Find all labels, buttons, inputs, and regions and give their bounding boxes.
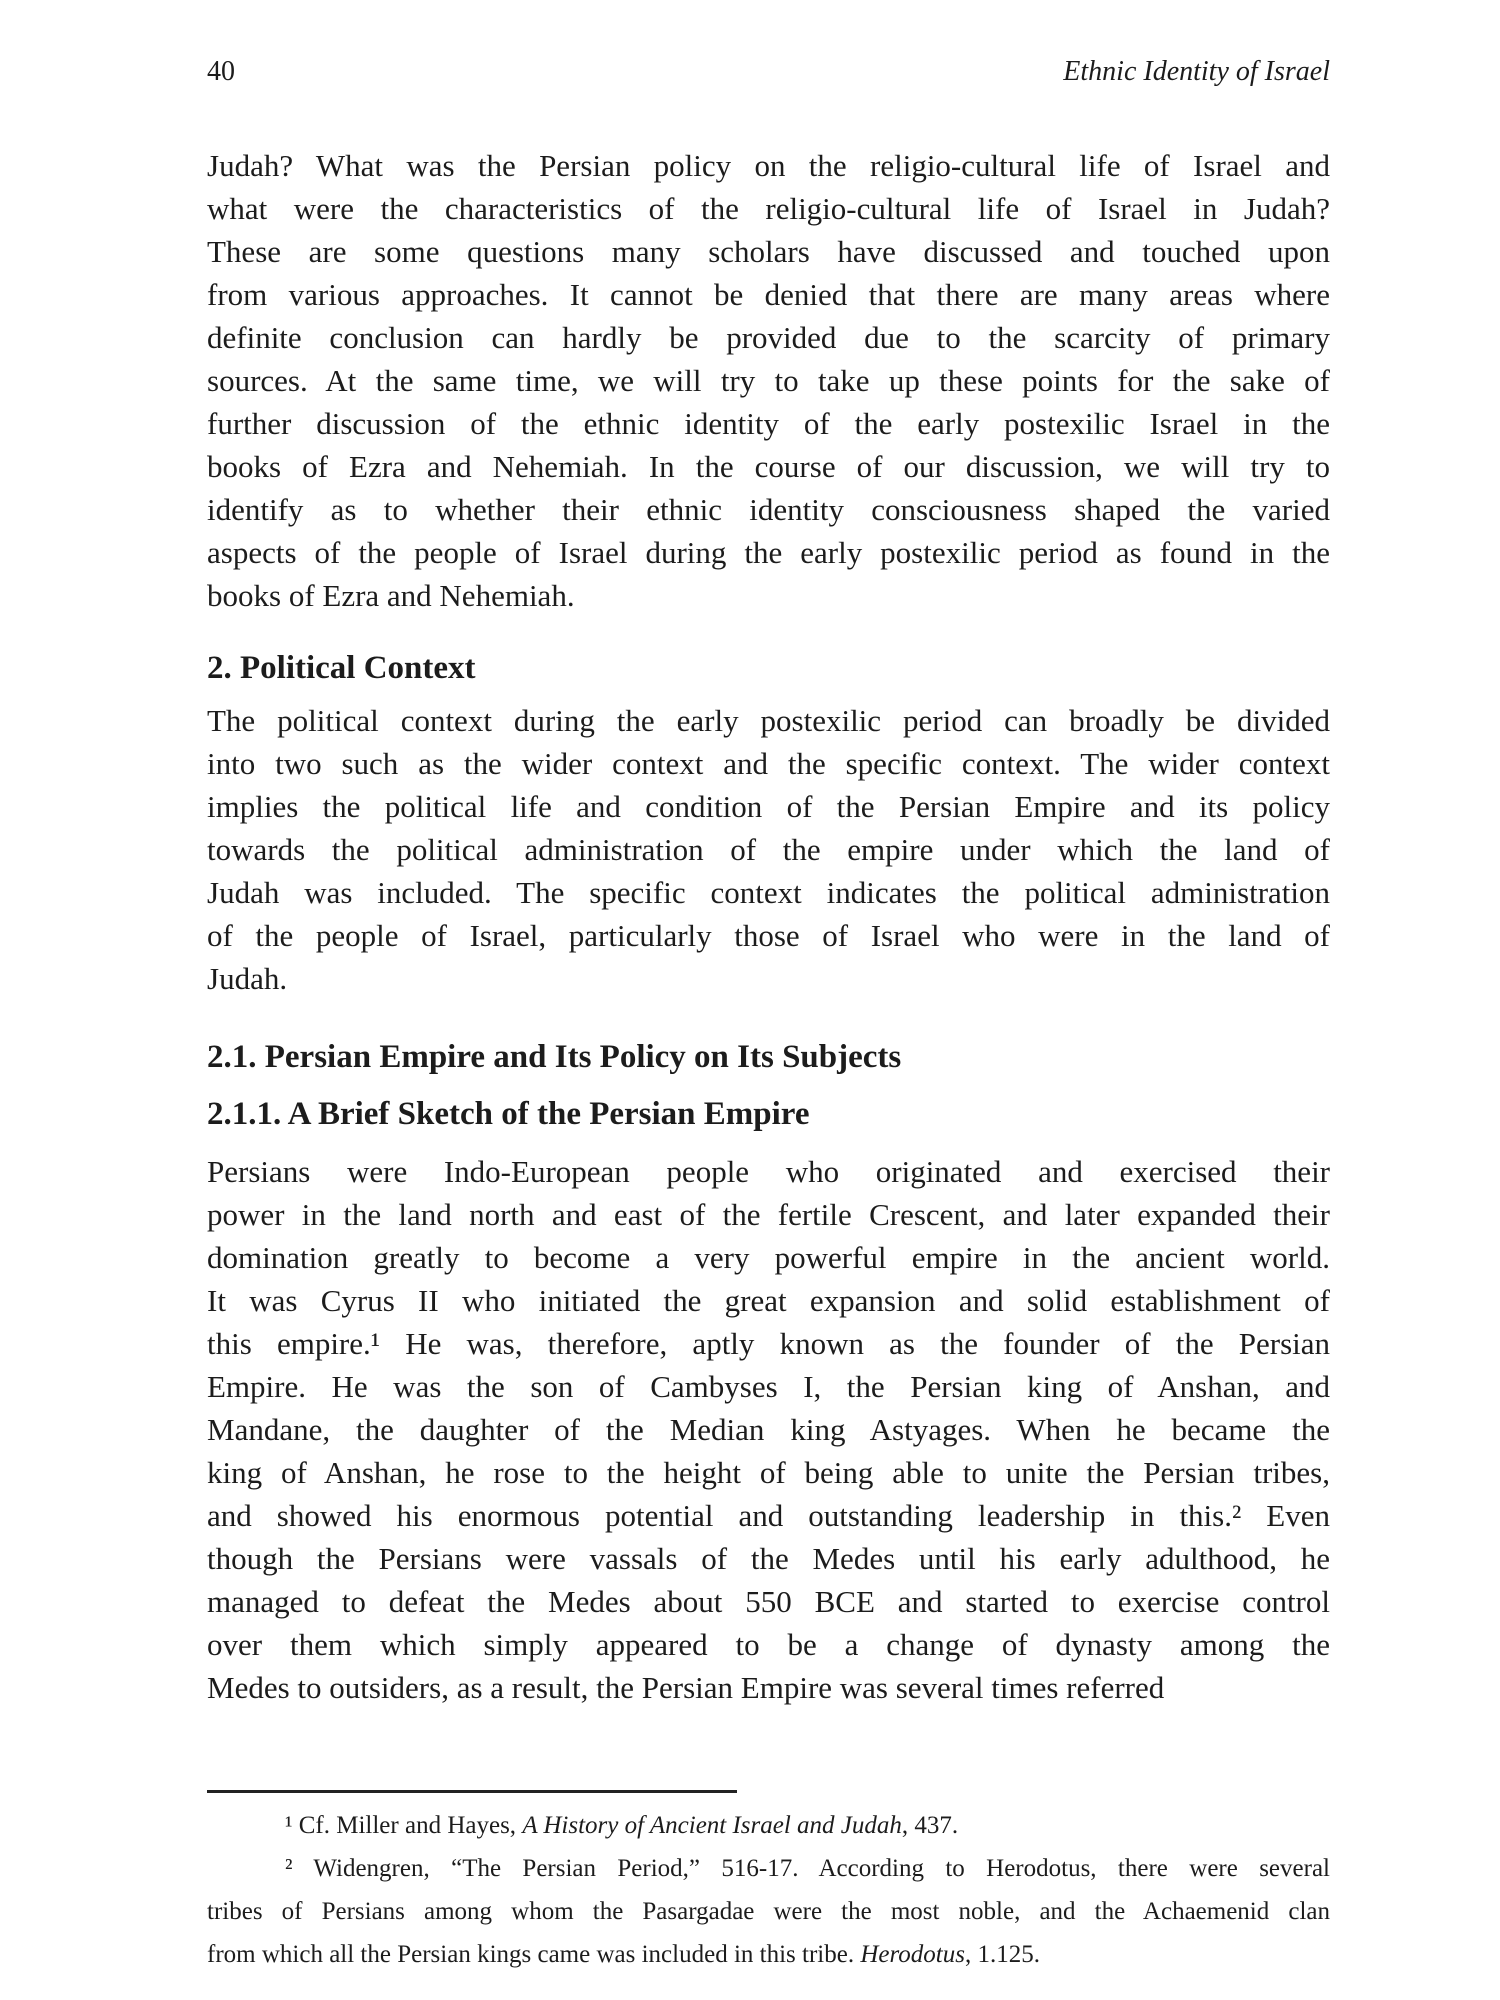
text-line: managed to defeat the Medes about 550 BCE and started to exercise control bbox=[207, 1584, 1330, 1619]
text-line: power in the land north and east of the fertile Crescent, and later expanded their bbox=[207, 1197, 1330, 1232]
text-line: books of Ezra and Nehemiah. In the course of our discussion, we will try to bbox=[207, 449, 1330, 484]
text-line: from various approaches. It cannot be denied that there are many areas where bbox=[207, 277, 1330, 312]
footnote-2-line: ² Widengren, “The Persian Period,” 516-17. According to Herodotus, there were several bbox=[285, 1855, 1330, 1882]
heading-brief-sketch: 2.1.1. A Brief Sketch of the Persian Empire bbox=[207, 1096, 810, 1132]
text-line: implies the political life and condition of the Persian Empire and its policy bbox=[207, 789, 1330, 824]
text-line: of the people of Israel, particularly those of Israel who were in the land of bbox=[207, 918, 1330, 953]
paragraph-persian-empire bbox=[207, 1150, 1330, 1709]
text-line: These are some questions many scholars have discussed and touched upon bbox=[207, 234, 1330, 269]
text-line: king of Anshan, he rose to the height of being able to unite the Persian tribes, bbox=[207, 1455, 1330, 1490]
text-line: Judah. bbox=[207, 961, 288, 996]
text-line: Medes to outsiders, as a result, the Persian Empire was several times referred bbox=[207, 1670, 1165, 1705]
text-line: and showed his enormous potential and outstanding leadership in this.² Even bbox=[207, 1498, 1330, 1533]
text-line: aspects of the people of Israel during the early postexilic period as found in the bbox=[207, 535, 1330, 570]
footnote-2-title: Herodotus bbox=[860, 1941, 965, 1968]
text-line: Empire. He was the son of Cambyses I, the Persian king of Anshan, and bbox=[207, 1369, 1330, 1404]
text-line: identify as to whether their ethnic identity consciousness shaped the varied bbox=[207, 492, 1330, 527]
text-line: over them which simply appeared to be a change of dynasty among the bbox=[207, 1627, 1330, 1662]
footnote-2-page: , 1.125. bbox=[964, 1941, 1040, 1968]
text-line: sources. At the same time, we will try to take up these points for the sake of bbox=[207, 363, 1330, 398]
text-line: definite conclusion can hardly be provided due to the scarcity of primary bbox=[207, 320, 1330, 355]
text-line: this empire.¹ He was, therefore, aptly known as the founder of the Persian bbox=[207, 1326, 1330, 1361]
footnote-1-line bbox=[207, 1804, 1330, 1847]
paragraph-political-context bbox=[207, 699, 1330, 1000]
running-title: Ethnic Identity of Israel bbox=[1063, 56, 1330, 87]
footnote-2-text: from which all the Persian kings came was included in this tribe. bbox=[207, 1941, 861, 1968]
footnote-1 bbox=[207, 1804, 1330, 1847]
text-line: into two such as the wider context and the specific context. The wider context bbox=[207, 746, 1330, 781]
text-line: books of Ezra and Nehemiah. bbox=[207, 578, 575, 613]
text-line: towards the political administration of the empire under which the land of bbox=[207, 832, 1330, 867]
footnote-1-page: , 437. bbox=[901, 1812, 959, 1839]
text-line: further discussion of the ethnic identity of the early postexilic Israel in the bbox=[207, 406, 1330, 441]
text-line: The political context during the early postexilic period can broadly be divided bbox=[207, 703, 1330, 738]
text-line: Persians were Indo-European people who originated and exercised their bbox=[207, 1154, 1330, 1189]
text-line: It was Cyrus II who initiated the great expansion and solid establishment of bbox=[207, 1283, 1330, 1318]
text-line: what were the characteristics of the religio-cultural life of Israel in Judah? bbox=[207, 191, 1330, 226]
paragraph-intro bbox=[207, 144, 1330, 617]
text-line: domination greatly to become a very powerful empire in the ancient world. bbox=[207, 1240, 1330, 1275]
footnote-2-line bbox=[207, 1933, 1330, 1976]
page-number: 40 bbox=[207, 56, 235, 87]
footnote-1-text: ¹ Cf. Miller and Hayes, bbox=[285, 1812, 523, 1839]
footnote-2 bbox=[207, 1847, 1330, 1976]
footnote-2-line: tribes of Persians among whom the Pasargadae were the most noble, and the Achaemenid clan bbox=[207, 1898, 1330, 1925]
text-line: though the Persians were vassals of the Medes until his early adulthood, he bbox=[207, 1541, 1330, 1576]
text-line: Judah was included. The specific context indicates the political administration bbox=[207, 875, 1330, 910]
heading-political-context: 2. Political Context bbox=[207, 650, 476, 686]
text-line: Mandane, the daughter of the Median king Astyages. When he became the bbox=[207, 1412, 1330, 1447]
heading-persian-empire-policy: 2.1. Persian Empire and Its Policy on Its Subjects bbox=[207, 1039, 902, 1075]
text-line: Judah? What was the Persian policy on the religio-cultural life of Israel and bbox=[207, 148, 1330, 183]
footnote-1-title: A History of Ancient Israel and Judah bbox=[522, 1812, 902, 1839]
footnote-divider bbox=[207, 1790, 737, 1793]
